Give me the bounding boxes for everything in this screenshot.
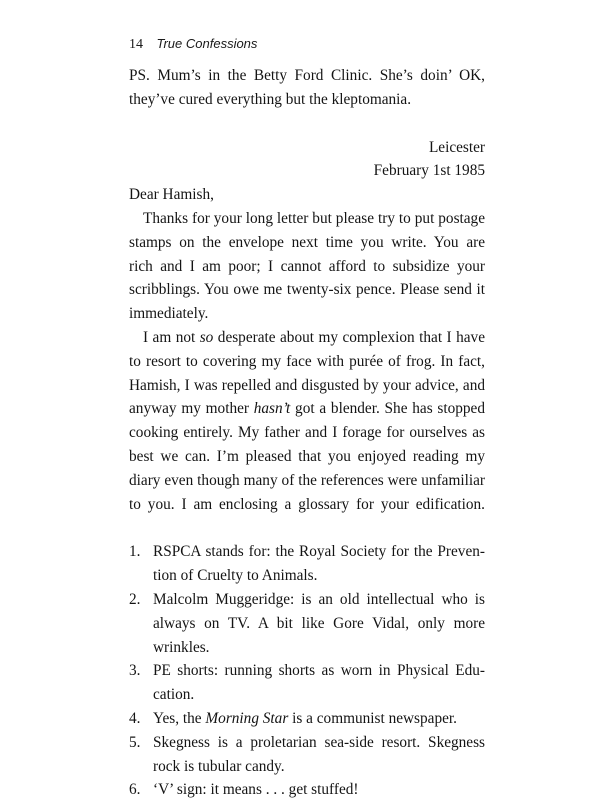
dateline [129,136,485,184]
text-line: ‘V’ sign: it means . . . get stuffed! [153,781,359,799]
text-line: cation. [153,686,195,704]
text-line: Thanks for your long letter but please try to put postage [143,209,485,227]
postscript [129,64,485,112]
ps-line: they’ve cured everything but the kleptomania. [129,90,412,108]
page-number: 14 [129,37,143,52]
glossary-item [129,707,485,731]
body-text [129,64,485,802]
paragraph-1 [129,207,485,326]
text-line: anyway my mother hasn’t got a blender. She has stopped [129,400,485,418]
text-line: tion of Cruelty to Animals. [153,567,318,585]
emphasis: Morning Star [205,709,289,727]
item-number: 6. [129,781,141,799]
text-line: to you. I am enclosing a glossary for your edification. [129,495,485,513]
item-number: 5. [129,733,141,751]
dateline-place: Leicester [428,138,485,156]
emphasis: so [199,328,214,346]
book-title: True Confessions [156,36,258,51]
text-line: best we can. I’m pleased that you enjoyed reading my [129,447,485,465]
ps-line: PS. Mum’s in the Betty Ford Clinic. She’s doin’ OK, [129,67,485,84]
text-line: rock is tubular candy. [153,757,285,775]
emphasis: hasn’t [253,400,291,418]
item-number: 2. [129,590,141,608]
text-line: scribblings. You owe me twenty-six pence. Please send it [129,281,485,299]
text-line: stamps on the envelope next time you write. You are [129,233,485,251]
glossary-list [129,540,485,802]
text-line: Skegness is a proletarian sea-side resort. Skegness [153,733,485,751]
text-line: to resort to covering my face with purée of frog. In fact, [129,352,485,370]
glossary-item [129,778,485,802]
salutation: Dear Hamish, [129,186,214,204]
running-head [129,36,257,53]
glossary-item [129,588,485,659]
text-line: rich and I am poor; I cannot afford to subsidize your [129,257,485,275]
item-number: 4. [129,709,141,727]
item-number: 3. [129,662,141,680]
glossary-item [129,540,485,588]
dateline-date: February 1st 1985 [373,162,485,180]
text-line: Hamish, I was repelled and disgusted by your advice, and [129,376,485,394]
text-line: immediately. [129,305,209,323]
item-number: 1. [129,543,141,561]
text-line: RSPCA stands for: the Royal Society for the Preven- [153,543,485,561]
glossary-item [129,659,485,707]
text-line: cooking entirely. My father and I forage for ourselves as [129,424,485,442]
text-line: wrinkles. [153,638,210,656]
text-line: Malcolm Muggeridge: is an old intellectual who is [153,590,485,608]
text-line: PE shorts: running shorts as worn in Physical Edu- [153,662,485,680]
text-line: diary even though many of the references were unfamiliar [129,471,485,489]
paragraph-2 [129,326,485,516]
text-line: Yes, the Morning Star is a communist newspaper. [153,709,457,727]
glossary-item [129,731,485,779]
text-line: always on TV. A bit like Gore Vidal, only more [153,614,485,632]
text-line: I am not so desperate about my complexion that I have [143,328,485,346]
